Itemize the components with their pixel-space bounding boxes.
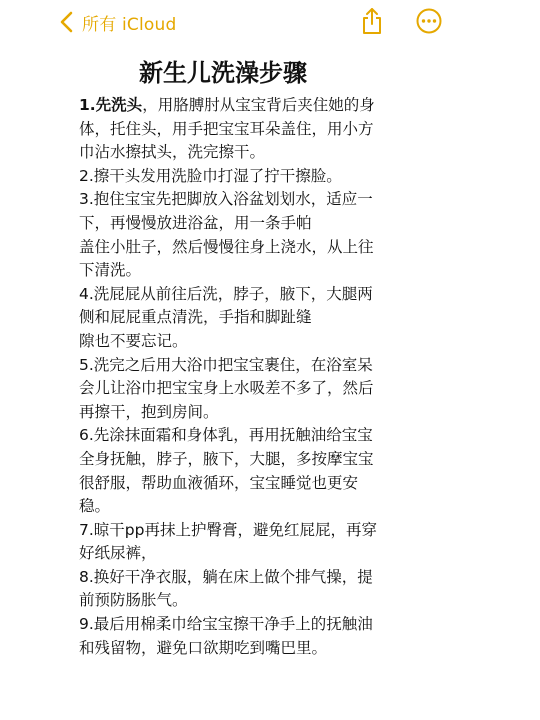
- note-line: 稳。: [79, 497, 111, 516]
- note-line: 巾沾水擦拭头，洗完擦干。: [79, 143, 266, 162]
- note-line: 再擦干，抱到房间。: [79, 402, 219, 421]
- note-content[interactable]: [79, 52, 529, 660]
- note-line: 前预防肠胀气。: [79, 591, 188, 610]
- note-line: 会儿让浴巾把宝宝身上水吸差不多了，然后: [79, 379, 374, 398]
- note-line: 全身抚触，脖子，腋下，大腿，多按摩宝宝: [79, 449, 374, 468]
- note-body: [79, 94, 529, 660]
- note-line: 4.洗屁屁从前往后洗，脖子，腋下，大腿两: [79, 284, 373, 303]
- note-line: 9.最后用棉柔巾给宝宝擦干净手上的抚触油: [79, 615, 373, 634]
- note-line: 下，再慢慢放进浴盆，用一条手帕: [79, 213, 312, 232]
- note-line: 8.换好干净衣服，躺在床上做个排气操，提: [79, 567, 373, 586]
- note-title: 新生儿洗澡步骤: [139, 59, 307, 87]
- note-line: 7.晾干pp再抹上护臀膏，避免红屁屁，再穿: [79, 520, 377, 539]
- note-line: 2.擦干头发用洗脸巾打湿了拧干擦脸。: [79, 166, 342, 185]
- note-line: 很舒服，帮助血液循环，宝宝睡觉也更安: [79, 473, 359, 492]
- note-line-text: ，用胳膊肘从宝宝背后夹住她的身: [142, 96, 375, 114]
- share-icon[interactable]: [359, 6, 385, 36]
- note-line: [79, 94, 529, 118]
- back-label: 所有 iCloud: [82, 14, 177, 35]
- navigation-bar: [0, 0, 540, 44]
- note-line: 隙也不要忘记。: [79, 331, 188, 350]
- note-line: 下清洗。: [79, 261, 142, 280]
- chevron-left-icon: [58, 11, 76, 33]
- back-button[interactable]: [58, 8, 177, 36]
- note-line: 和残留物，避免口欲期吃到嘴巴里。: [79, 638, 328, 657]
- note-line: 侧和屁屁重点清洗，手指和脚趾缝: [79, 308, 312, 327]
- note-line: 盖住小肚子，然后慢慢往身上浇水，从上往: [79, 237, 374, 256]
- note-line: 5.洗完之后用大浴巾把宝宝裹住，在浴室呆: [79, 355, 373, 374]
- note-line: 体，托住头，用手把宝宝耳朵盖住，用小方: [79, 119, 374, 138]
- step-heading: 1.先洗头: [79, 96, 143, 114]
- note-line: 6.先涂抹面霜和身体乳，再用抚触油给宝宝: [79, 426, 373, 445]
- note-line: 好纸尿裤，: [79, 544, 157, 563]
- note-line: 3.抱住宝宝先把脚放入浴盆划划水，适应一: [79, 190, 373, 209]
- more-icon[interactable]: [416, 8, 442, 34]
